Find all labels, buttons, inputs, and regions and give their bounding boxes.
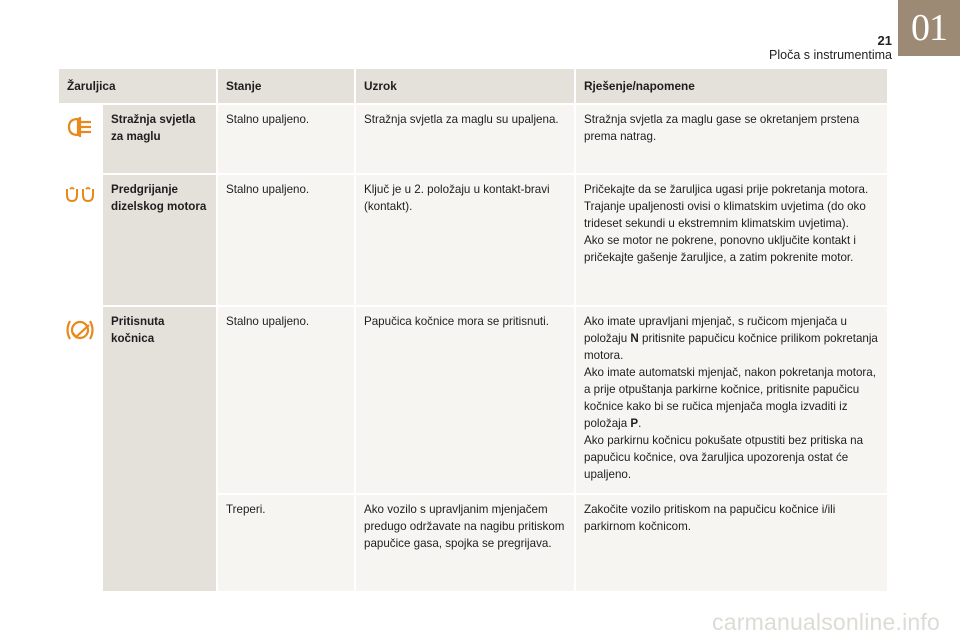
solution-line: Ako se motor ne pokrene, ponovno uključite kontakt i pričekajte gašenje žaruljice, a zatim pokrenite motor. [584,234,856,264]
diesel-preheating-icon [64,185,96,205]
table-row [59,105,887,173]
watermark: carmanualsonline.info [712,609,940,635]
cause-cell: Ako vozilo s upravljanim mjenjačem predugo održavate na nagibu pritiskom papučice gasa, spojka se pregrijava. [356,495,574,591]
page-number: 21 [877,33,892,48]
state-cell: Stalno upaljeno. [218,307,354,493]
cause-cell: Papučica kočnice mora se pritisnuti. [356,307,574,493]
state-cell: Treperi. [218,495,354,591]
solution-cell [576,175,887,305]
solution-line: Trajanje upaljenosti ovisi o klimatskim uvjetima (do oko trideset sekundi u ekstremnim klimatskim uvjetima). [584,200,866,230]
column-header-cause: Uzrok [356,69,574,103]
gear-position-n: N [630,332,639,345]
section-title: Ploča s instrumentima [769,48,892,62]
solution-line: Ako imate upravljani mjenjač, s ručicom mjenjača u položaju N pritisnite papučicu kočnice prilikom pokretanja motora. [584,315,878,362]
cause-cell: Stražnja svjetla za maglu su upaljena. [356,105,574,173]
light-name: Stražnja svjetla za maglu [103,105,216,173]
warning-lights-table [57,67,889,593]
icon-cell [59,105,101,173]
light-name: Pritisnuta kočnica [103,307,216,591]
table-row [59,307,887,493]
table-header-row [59,69,887,103]
solution-line: Pričekajte da se žaruljica ugasi prije pokretanja motora. [584,183,869,196]
rear-fog-light-icon [65,115,95,139]
gear-position-p: P [630,417,639,430]
icon-cell [59,307,101,591]
column-header-state: Stanje [218,69,354,103]
light-name: Predgrijanje dizelskog motora [103,175,216,305]
state-cell: Stalno upaljeno. [218,175,354,305]
solution-cell: Zakočite vozilo pritiskom na papučicu kočnice i/ili parkirnom kočnicom. [576,495,887,591]
solution-cell: Stražnja svjetla za maglu gase se okretanjem prstena prema natrag. [576,105,887,173]
column-header-solution: Rješenje/napomene [576,69,887,103]
column-header-light: Žaruljica [59,69,216,103]
solution-line: Ako imate automatski mjenjač, nakon pokretanja motora, a prije otpuštanja parkirne kočnice, pritisnite papučicu kočnice kako bi se ručica mjenjača mogla izvaditi iz položaja P. [584,366,876,430]
brake-pedal-icon [63,317,97,343]
table-row [59,175,887,305]
chapter-tab: 01 [898,0,960,56]
solution-line: Ako parkirnu kočnicu pokušate otpustiti bez pritiska na papučicu kočnice, ova žaruljica upozorenja ostat će upaljeno. [584,434,864,481]
cause-cell: Ključ je u 2. položaju u kontakt-bravi (kontakt). [356,175,574,305]
solution-cell [576,307,887,493]
icon-cell [59,175,101,305]
state-cell: Stalno upaljeno. [218,105,354,173]
